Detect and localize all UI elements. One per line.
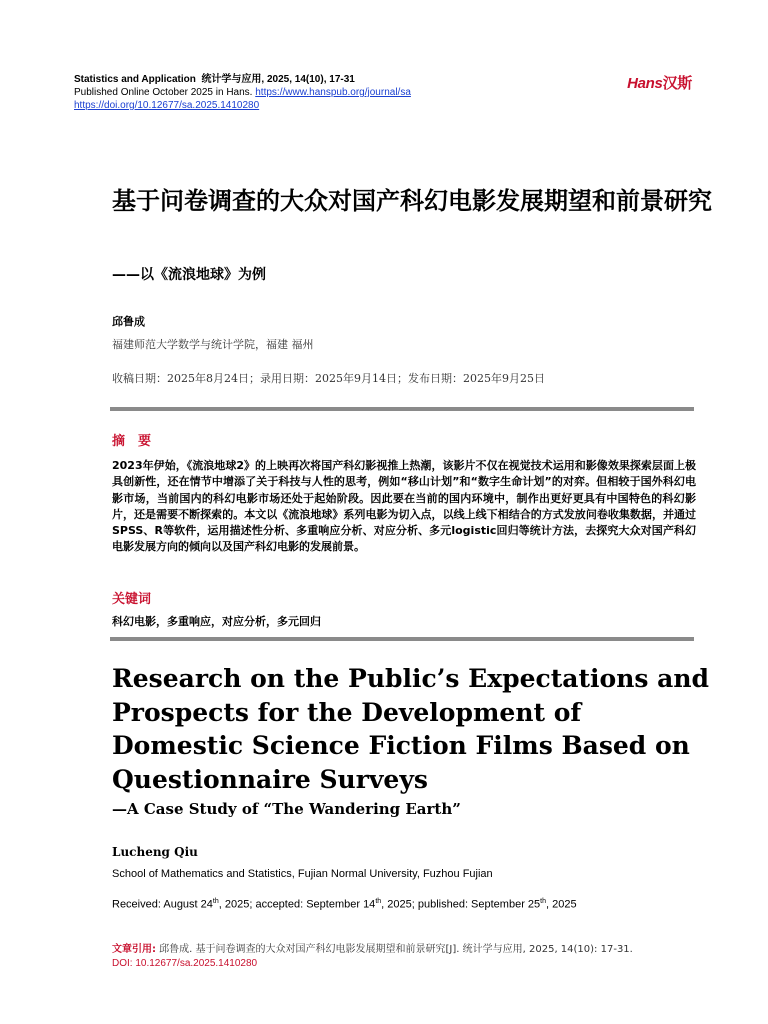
citation-label: 文章引用: — [112, 944, 156, 955]
journal-url-link[interactable]: https://www.hanspub.org/journal/sa — [255, 87, 411, 98]
keywords-zh: 科幻电影，多重响应，对应分析，多元回归 — [112, 615, 321, 628]
logo-chinese: 汉斯 — [662, 75, 692, 92]
paper-title-zh: 基于问卷调查的大众对国产科幻电影发展期望和前景研究 — [112, 187, 712, 215]
divider-top — [110, 407, 694, 411]
citation-block — [112, 943, 712, 971]
author-en: Lucheng Qiu — [112, 845, 198, 859]
paper-title-en: Research on the Public’s Expectations and Prospects for the Development of Domestic Science Fiction Films Based on Questionnaire Surveys — [112, 664, 710, 794]
citation-text: 邱鲁成. 基于问卷调查的大众对国产科幻电影发展期望和前景研究[J]. 统计学与应用, 2025, 14(10): 17-31. — [156, 944, 633, 955]
received-date: Received: August 24 — [112, 898, 213, 911]
journal-name-en: Statistics and Application — [74, 74, 196, 85]
accepted-sup: th — [375, 898, 382, 905]
divider-middle — [110, 637, 694, 641]
journal-citation-zh: 统计学与应用, 2025, 14(10), 17-31 — [201, 74, 355, 85]
citation-doi: DOI: 10.12677/sa.2025.1410280 — [112, 958, 258, 969]
dates-en — [112, 898, 577, 911]
published-text: Published Online October 2025 in Hans. — [74, 87, 253, 98]
dates-suffix: , 2025 — [546, 898, 577, 911]
keywords-heading-zh: 关键词 — [112, 592, 152, 607]
affiliation-zh: 福建师范大学数学与统计学院，福建 福州 — [112, 338, 314, 351]
abstract-heading-zh: 摘 要 — [112, 434, 152, 449]
abstract-zh: 2023年伊始，《流浪地球2》的上映再次将国产科幻影视推上热潮，该影片不仅在视觉技术运用和影像效果探索层面上极具创新性，还在情节中增添了关于科技与人性的思考，例如“移山计划”和“数字生命计划”的对弈。但相较于国外科幻电影市场，当前国内的科幻电影市场还处于起始阶段。因此要在当前的国内环境中，制作出更好更具有中国特色的科幻影片，还是需要不断探索的。本文以《流浪地球》系列电影为切入点，以线上线下相结合的方式发放问卷收集数据，并通过SPSS、R等软件，运用描述性分析、多重响应分析、对应分析、多元logistic回归等统计方法，去探究大众对国产科幻电影发展方向的倾向以及国产科幻电影的发展前景。 — [112, 459, 696, 554]
paper-subtitle-en: —A Case Study of “The Wandering Earth” — [112, 800, 461, 818]
affiliation-en: School of Mathematics and Statistics, Fujian Normal University, Fuzhou Fujian — [112, 868, 493, 880]
logo-latin: Hans — [627, 75, 663, 92]
published-line — [74, 87, 411, 99]
doi-url-link[interactable]: https://doi.org/10.12677/sa.2025.1410280 — [74, 100, 260, 111]
author-zh: 邱鲁成 — [112, 315, 145, 328]
dates-zh: 收稿日期：2025年8月24日；录用日期：2025年9月14日；发布日期：2025年9月25日 — [112, 372, 545, 385]
paper-subtitle-zh: ——以《流浪地球》为例 — [112, 267, 266, 283]
doi-line — [74, 100, 259, 112]
accepted-date: , 2025; accepted: September 14 — [218, 898, 376, 911]
journal-header-line — [74, 74, 355, 86]
received-sup: th — [212, 898, 219, 905]
published-sup: th — [540, 898, 547, 905]
published-date: , 2025; published: September 25 — [381, 898, 541, 911]
hans-logo — [627, 72, 692, 93]
